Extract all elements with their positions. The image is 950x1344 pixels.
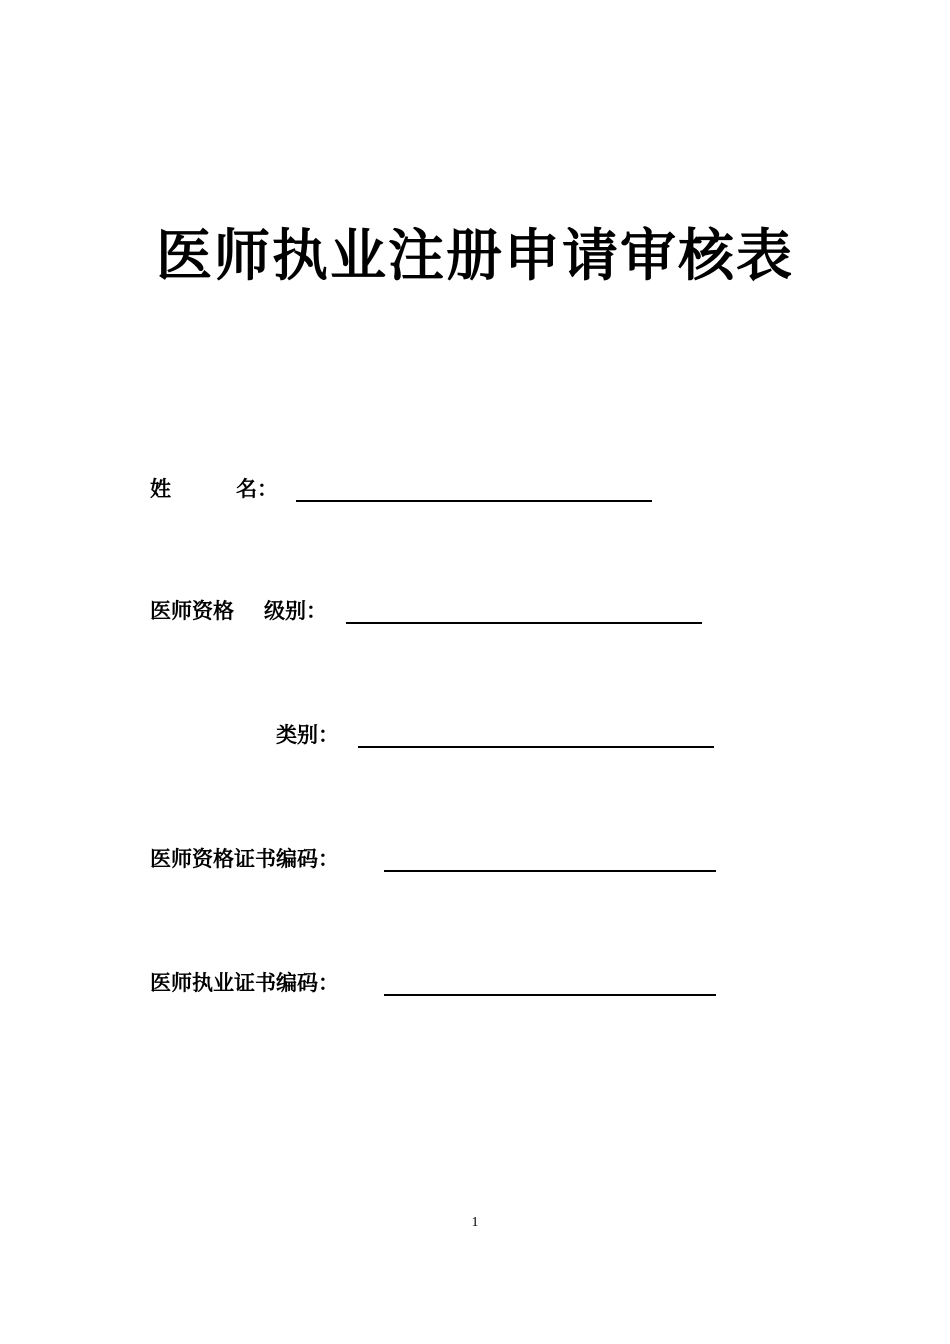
name-field-row xyxy=(150,474,670,506)
qualification-label: 医师资格 xyxy=(150,599,234,623)
category-field-row xyxy=(276,720,726,752)
name-blank-line[interactable] xyxy=(296,500,652,502)
category-blank-line[interactable] xyxy=(358,746,714,748)
name-label-part2: 名： xyxy=(236,477,278,501)
level-label: 级别： xyxy=(264,599,327,623)
level-blank-line[interactable] xyxy=(346,622,702,624)
name-label-part1: 姓 xyxy=(150,477,171,501)
qualification-level-field-row xyxy=(150,596,710,628)
practice-cert-blank-line[interactable] xyxy=(384,994,716,996)
practice-cert-field-row xyxy=(150,968,720,1000)
qualification-cert-blank-line[interactable] xyxy=(384,870,716,872)
page-number: 1 xyxy=(471,1215,479,1230)
document-title: 医师执业注册申请审核表 xyxy=(156,224,794,289)
category-label: 类别： xyxy=(276,723,339,747)
qualification-cert-field-row xyxy=(150,844,720,876)
practice-cert-label: 医师执业证书编码： xyxy=(150,971,339,995)
qualification-cert-label: 医师资格证书编码： xyxy=(150,847,339,871)
